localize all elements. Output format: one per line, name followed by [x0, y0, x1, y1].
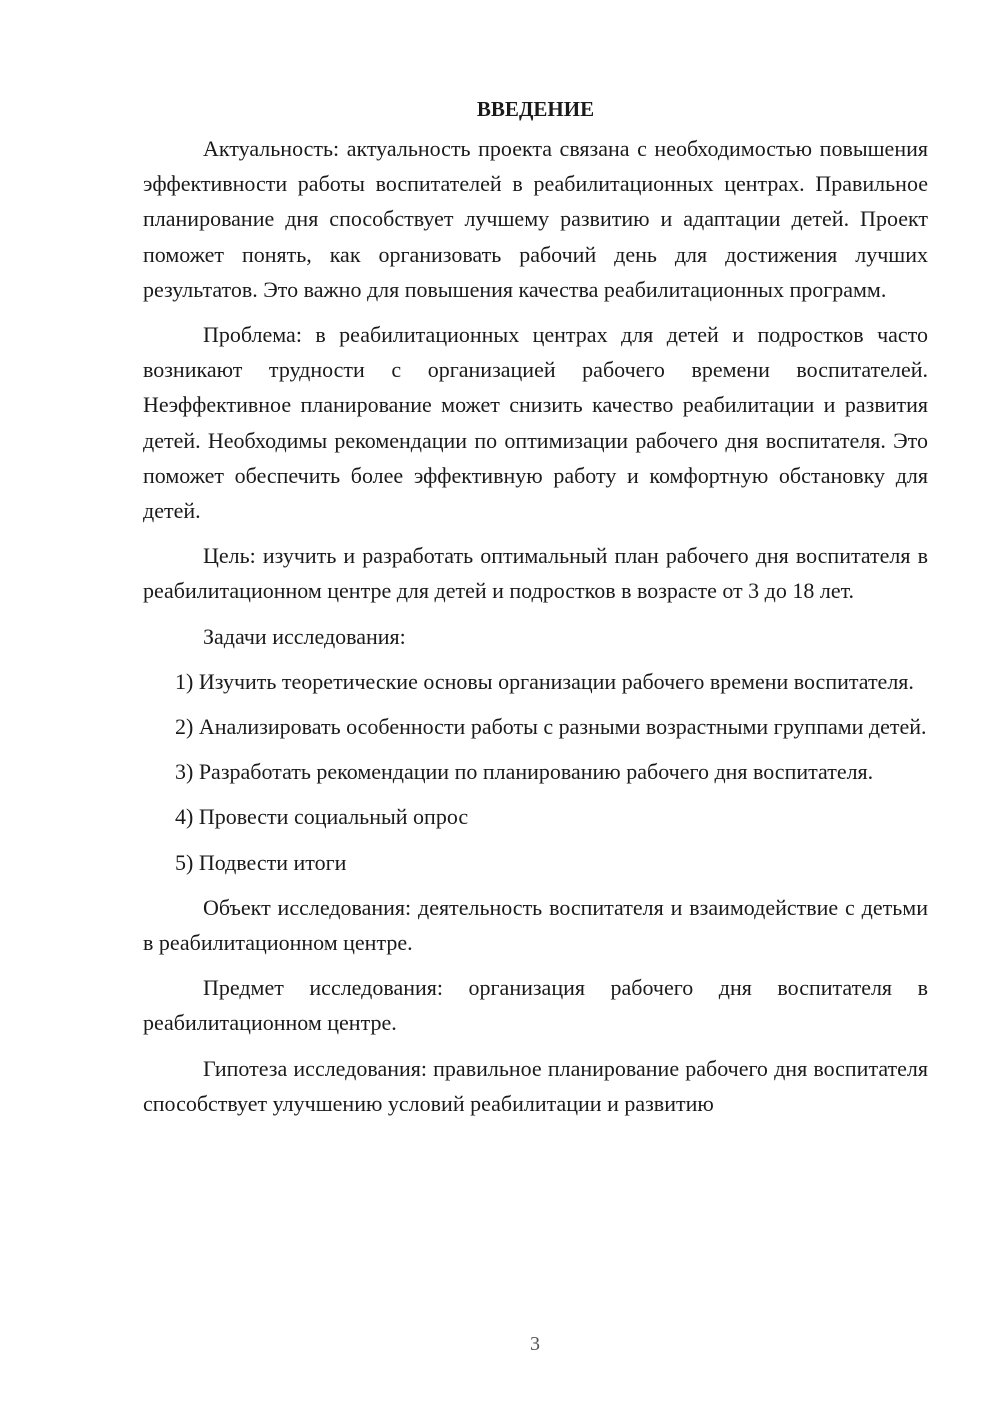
hypothesis-paragraph: Гипотеза исследования: правильное планирование рабочего дня воспитателя способствует улучшению условий реабилитации и развитию	[143, 1055, 928, 1116]
section-heading: ВВЕДЕНИЕ	[476, 97, 595, 121]
problem-paragraph: Проблема: в реабилитационных центрах для детей и подростков часто возникают трудности с организацией рабочего времени воспитателей. Неэффективное планирование может снизить качество реабилитации и развития детей. Необходимы рекомендации по оптимизации рабочего дня воспитателя. Это поможет обеспечить более эффективную работу и комфортную обстановку для детей.	[143, 322, 928, 524]
page-content	[143, 92, 928, 1131]
subject-paragraph: Предмет исследования: организация рабочего дня воспитателя в реабилитационном центре.	[143, 975, 928, 1036]
task-item-1: 1) Изучить теоретические основы организации рабочего времени воспитателя.	[175, 668, 914, 694]
object-paragraph: Объект исследования: деятельность воспитателя и взаимодействие с детьми в реабилитационном центре.	[143, 894, 928, 956]
task-item-3: 3) Разработать рекомендации по планированию рабочего дня воспитателя.	[175, 759, 874, 785]
task-item-5: 5) Подвести итоги	[175, 849, 347, 875]
tasks-title: Задачи исследования:	[203, 623, 406, 649]
goal-paragraph: Цель: изучить и разработать оптимальный план рабочего дня воспитателя в реабилитационном центре для детей и подростков в возрасте от 3 до 18 лет.	[143, 543, 928, 604]
page-number: 3	[530, 1333, 540, 1355]
task-item-4: 4) Провести социальный опрос	[175, 804, 469, 830]
task-item-2: 2) Анализировать особенности работы с разными возрастными группами детей.	[175, 714, 927, 740]
relevance-paragraph: Актуальность: актуальность проекта связана с необходимостью повышения эффективности работы воспитателей в реабилитационных центрах. Правильное планирование дня способствует лучшему развитию и адаптации детей. Проект поможет понять, как организовать рабочий день для достижения лучших результатов. Это важно для повышения качества реабилитационных программ.	[143, 136, 928, 302]
